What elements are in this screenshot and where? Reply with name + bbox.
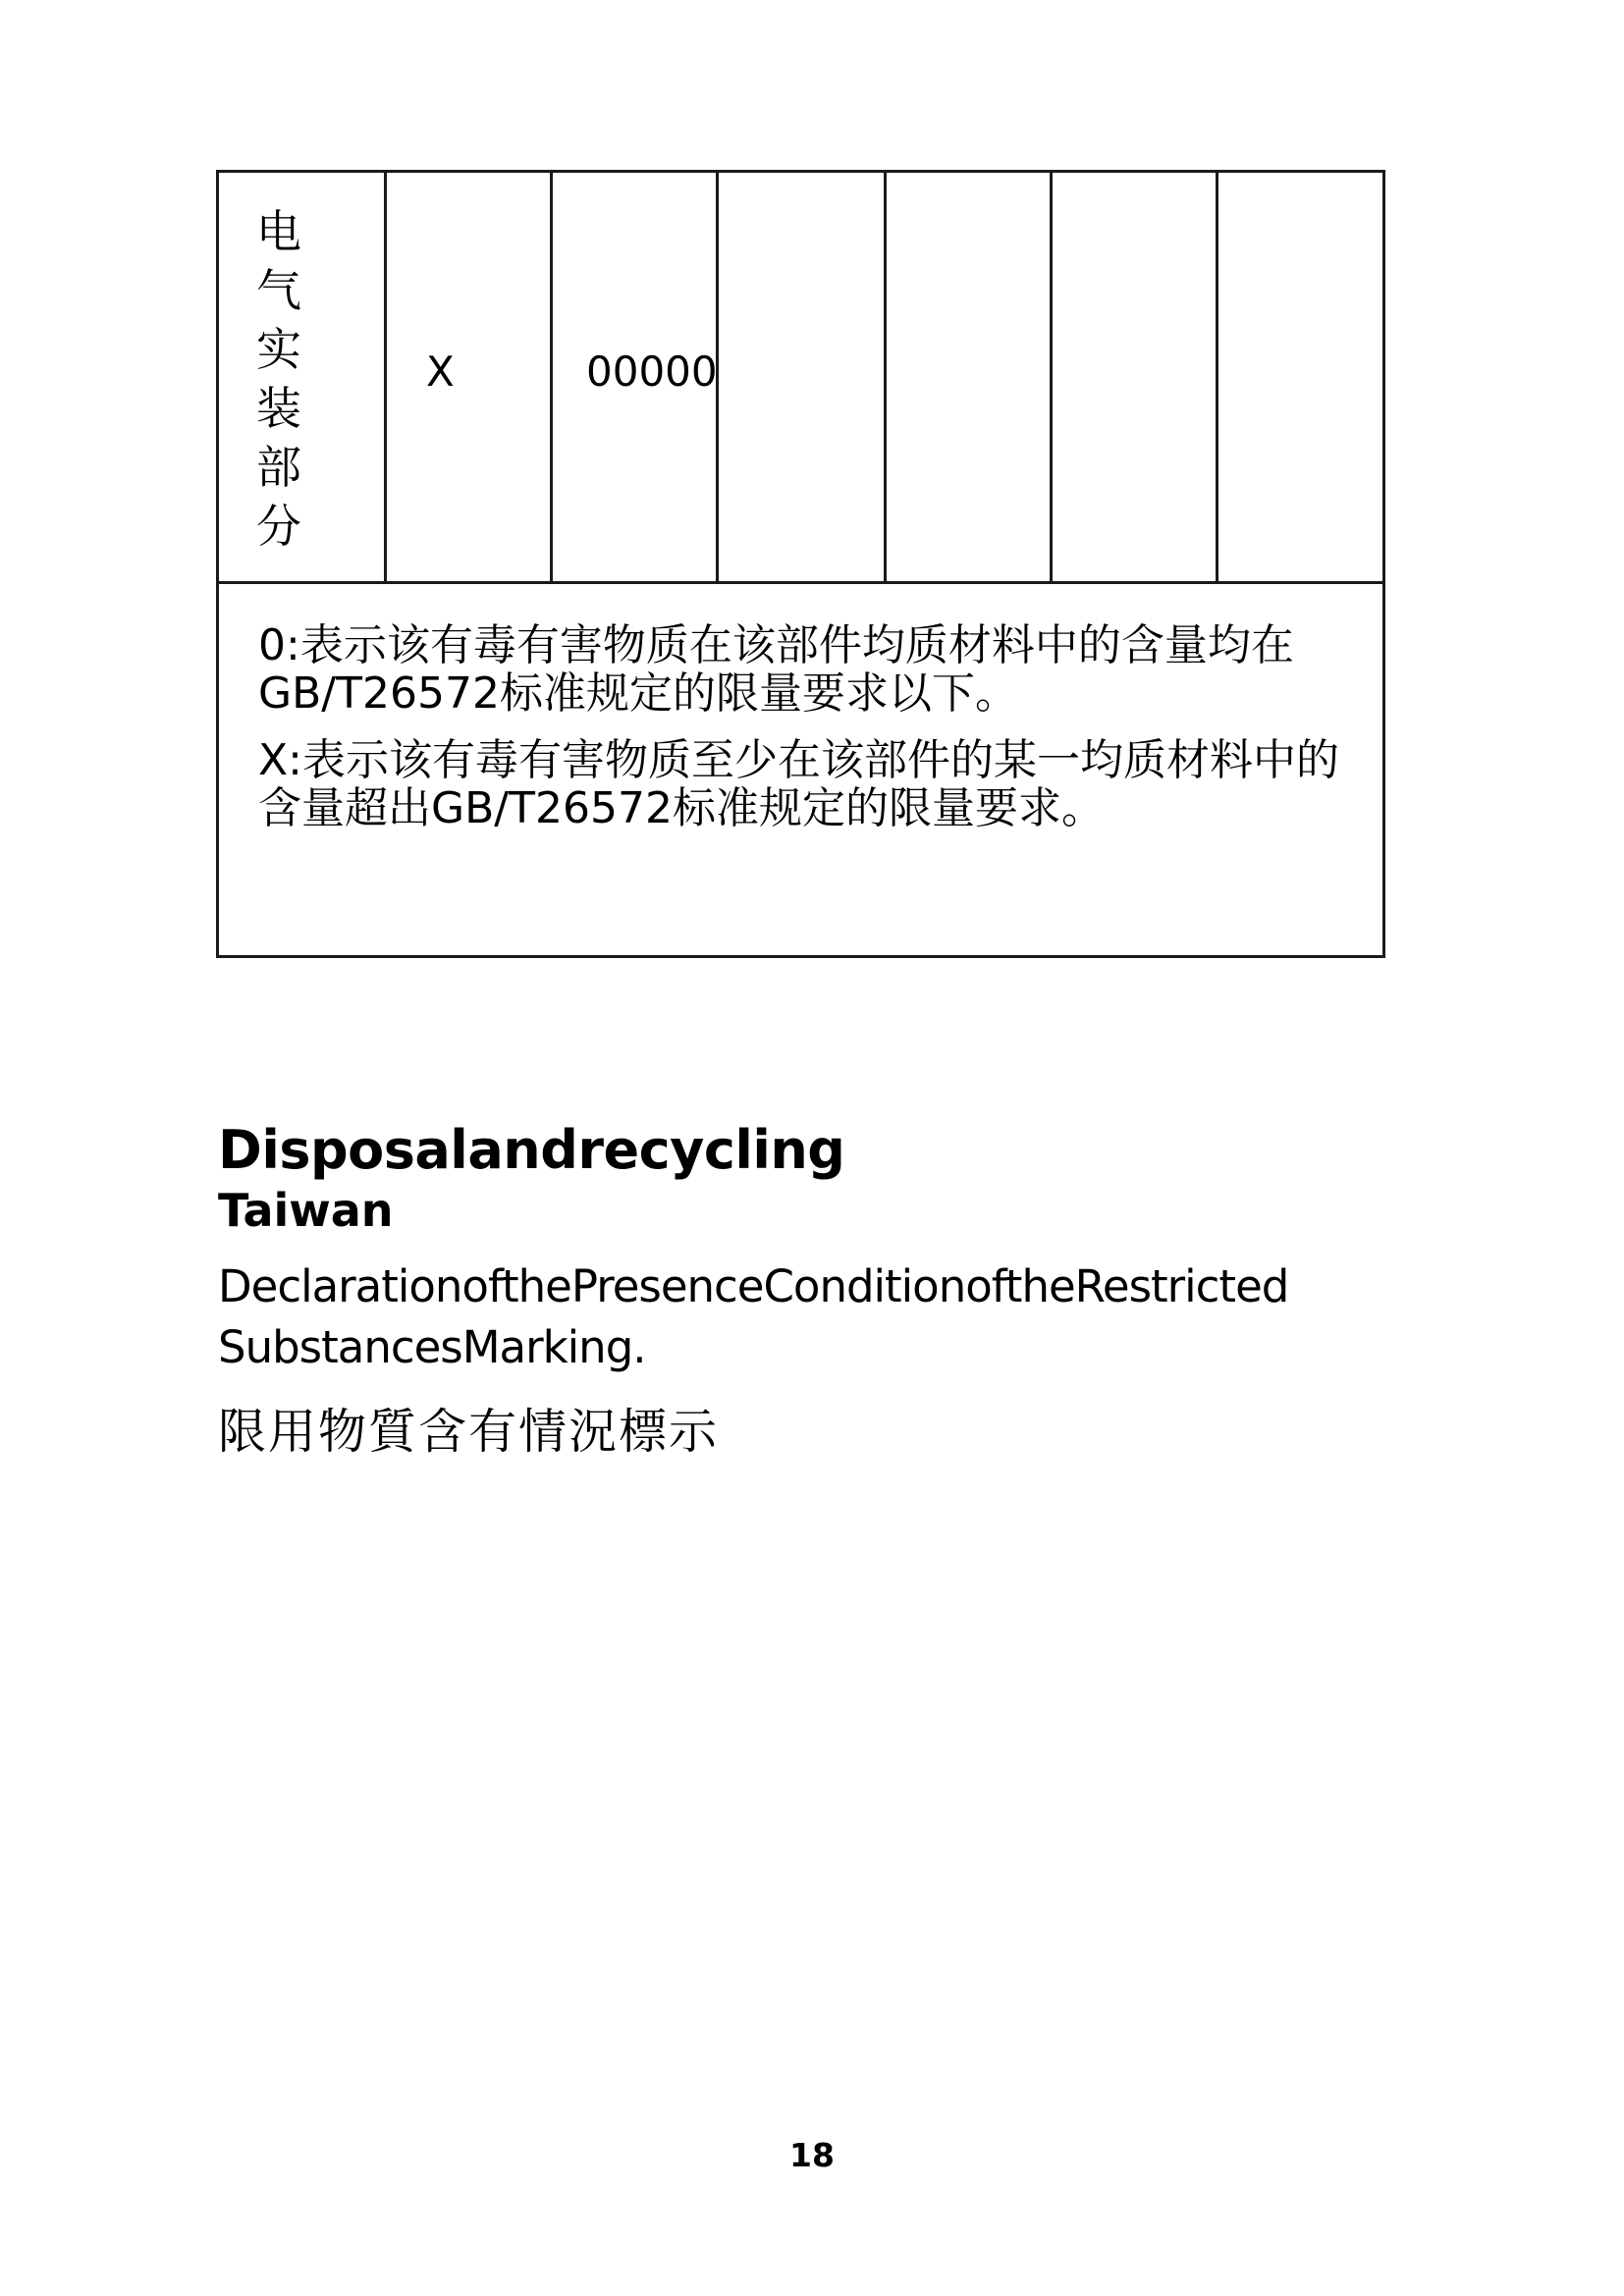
note-zero: 0:表示该有毒有害物质在该部件均质材料中的含量均在GB/T26572标准规定的限量要求以下。 [258,620,1294,719]
hazardous-substance-table [216,170,1385,958]
section-heading: Disposalandrecycling [218,1119,845,1181]
cell-value: 00000 [586,347,718,396]
page-number: 18 [789,2136,835,2174]
row-label-cell [219,173,387,581]
table-cell [387,173,553,581]
table-cell [887,173,1053,581]
table-cell [719,173,887,581]
table-cell [553,173,719,581]
note-x: X:表示该有毒有害物质至少在该部件的某一均质材料中的含量超出GB/T26572标准规定的限量要求。 [258,735,1339,833]
table-row [219,173,1382,584]
table-cell [1053,173,1218,581]
row-label: 电气实装部分 [256,205,301,553]
chinese-title: 限用物質含有情況標示 [218,1404,720,1460]
table-cell [1218,173,1382,581]
section-subheading: Taiwan [218,1184,394,1237]
table-notes [219,584,1382,955]
declaration-text: DeclarationofthePresenceConditionoftheRestricted SubstancesMarking. [218,1260,1289,1373]
cell-value: X [426,347,455,396]
